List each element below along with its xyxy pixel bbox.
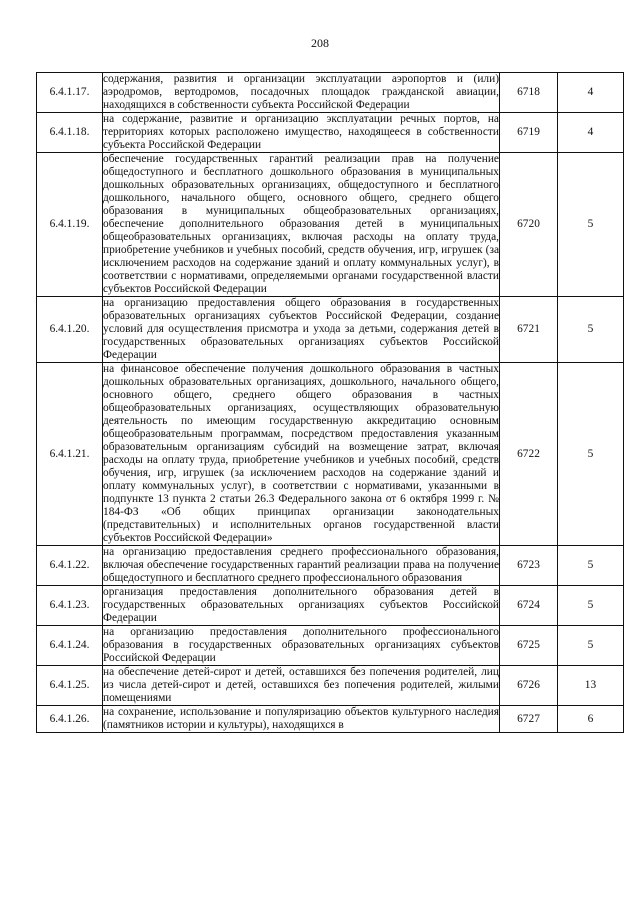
row-value: 4 [558, 73, 624, 113]
row-description: на организацию предоставления общего образования в государственных образовательных организациях субъектов Российской Федерации, создание условий для осуществления присмотра и ухода за детьми, содержания детей в государственных образовательных организациях субъектов Российской Федерации [103, 297, 499, 361]
row-description: на организацию предоставления среднего профессионального образования, включая обеспечение государственных гарантий реализации права на получение общедоступного и бесплатного среднего профессионального образования [103, 546, 499, 584]
row-value: 5 [558, 153, 624, 297]
row-number: 6.4.1.22. [37, 546, 103, 586]
row-number: 6.4.1.26. [37, 706, 103, 733]
table-row [37, 666, 624, 706]
row-description: на сохранение, использование и популяризацию объектов культурного наследия (памятников истории и культуры), находящихся в [103, 706, 499, 731]
row-code: 6720 [500, 153, 558, 297]
row-code: 6718 [500, 73, 558, 113]
row-value: 4 [558, 113, 624, 153]
row-value: 5 [558, 586, 624, 626]
row-value: 13 [558, 666, 624, 706]
row-number: 6.4.1.19. [37, 153, 103, 297]
row-description: организация предоставления дополнительного образования детей в государственных образовательных организациях субъектов Российской Федерации [103, 586, 499, 624]
table-row [37, 73, 624, 113]
row-number: 6.4.1.18. [37, 113, 103, 153]
row-number: 6.4.1.25. [37, 666, 103, 706]
row-code: 6723 [500, 546, 558, 586]
row-number: 6.4.1.21. [37, 363, 103, 546]
table-row [37, 546, 624, 586]
table-row [37, 586, 624, 626]
row-number: 6.4.1.23. [37, 586, 103, 626]
row-code: 6724 [500, 586, 558, 626]
table-row [37, 363, 624, 546]
row-description: на финансовое обеспечение получения дошкольного образования в частных дошкольных образовательных организациях, дошкольного, начального общего, основного общего, среднего общего образования в частных общеобразовательных организациях, осуществляющих образовательную деятельность по имеющим государственную аккредитацию основным общеобразовательным программам, посредством предоставления указанным образовательным организациям субсидий на возмещение затрат, включая расходы на оплату труда, приобретение учебников и учебных пособий, средств обучения, игр, игрушек (за исключением расходов на содержание зданий и оплату коммунальных услуг), в соответствии с нормативами, указанными в подпункте 13 пункта 2 статьи 26.3 Федерального закона от 6 октября 1999 г. № 184-ФЗ «Об общих принципах организации законодательных (представительных) и исполнительных органов государственной власти субъектов Российской Федерации» [103, 363, 499, 544]
table-row [37, 626, 624, 666]
page-number: 208 [311, 36, 329, 50]
table-row [37, 113, 624, 153]
row-description: на обеспечение детей-сирот и детей, оставшихся без попечения родителей, лиц из числа детей-сирот и детей, оставшихся без попечения родителей, жилыми помещениями [103, 666, 499, 704]
row-value: 5 [558, 363, 624, 546]
row-code: 6721 [500, 297, 558, 363]
row-number: 6.4.1.24. [37, 626, 103, 666]
row-value: 5 [558, 297, 624, 363]
budget-classification-table [36, 72, 624, 733]
row-code: 6719 [500, 113, 558, 153]
row-description: на организацию предоставления дополнительного профессионального образования в государственных образовательных организациях субъектов Российской Федерации [103, 626, 499, 664]
row-description: на содержание, развитие и организацию эксплуатации речных портов, на территориях которых расположено имущество, находящееся в собственности субъекта Российской Федерации [103, 113, 499, 151]
row-value: 5 [558, 546, 624, 586]
row-description: обеспечение государственных гарантий реализации прав на получение общедоступного и бесплатного дошкольного образования в муниципальных дошкольных образовательных организациях, общедоступного и бесплатного дошкольного, начального общего, основного общего, среднего общего образования в муниципальных общеобразовательных организациях, обеспечение дополнительного образования детей в муниципальных общеобразовательных организациях, включая расходы на оплату труда, приобретение учебников и учебных пособий, средств обучения, игр, игрушек (за исключением расходов на содержание зданий и оплату коммунальных услуг), в соответствии с нормативами, определяемыми органами государственной власти субъектов Российской Федерации [103, 153, 499, 295]
row-value: 5 [558, 626, 624, 666]
row-number: 6.4.1.17. [37, 73, 103, 113]
row-code: 6722 [500, 363, 558, 546]
table-row [37, 297, 624, 363]
table-row [37, 706, 624, 733]
row-number: 6.4.1.20. [37, 297, 103, 363]
row-code: 6725 [500, 626, 558, 666]
row-code: 6727 [500, 706, 558, 733]
row-value: 6 [558, 706, 624, 733]
table-row [37, 153, 624, 297]
row-code: 6726 [500, 666, 558, 706]
row-description: содержания, развития и организации эксплуатации аэропортов и (или) аэродромов, вертодромов, посадочных площадок гражданской авиации, находящихся в собственности субъекта Российской Федерации [103, 73, 499, 111]
